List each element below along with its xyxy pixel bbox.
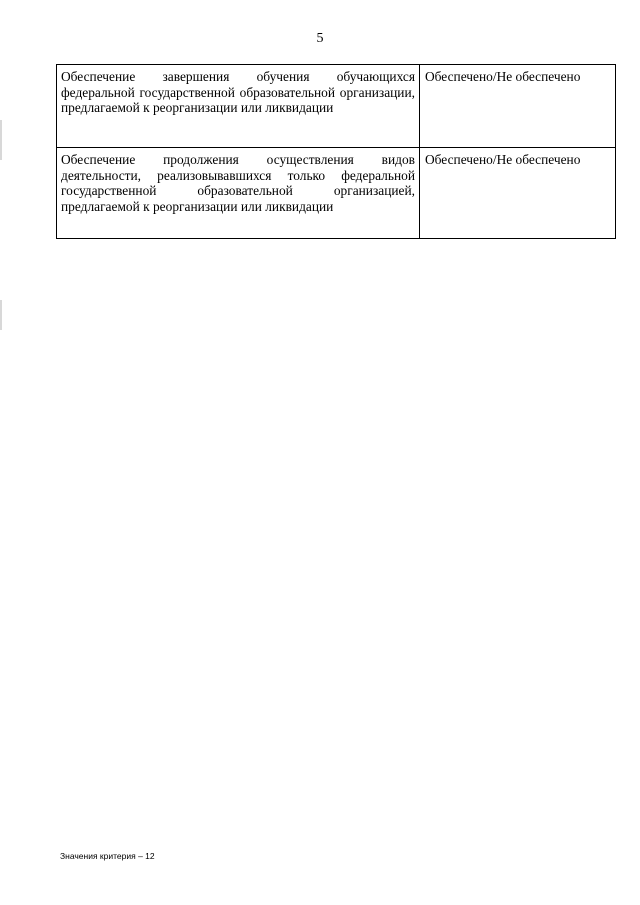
table-row bbox=[57, 148, 616, 239]
criteria-table bbox=[56, 64, 616, 239]
criterion-description: Обеспечение продолжения осуществления видов деятельности, реализовывавшихся только федеральной государственной образовательной организацией, предлагаемой к реорганизации или ликвидации bbox=[57, 148, 420, 239]
criterion-value: Обеспечено/Не обеспечено bbox=[420, 148, 616, 239]
table-row bbox=[57, 65, 616, 148]
criterion-description: Обеспечение завершения обучения обучающихся федеральной государственной образовательной организации, предлагаемой к реорганизации или ликвидации bbox=[57, 65, 420, 148]
criterion-value: Обеспечено/Не обеспечено bbox=[420, 65, 616, 148]
scan-edge-mark bbox=[0, 300, 2, 330]
footer-note: Значения критерия – 12 bbox=[60, 851, 155, 861]
page-number: 5 bbox=[316, 31, 324, 46]
scan-edge-mark bbox=[0, 120, 2, 160]
